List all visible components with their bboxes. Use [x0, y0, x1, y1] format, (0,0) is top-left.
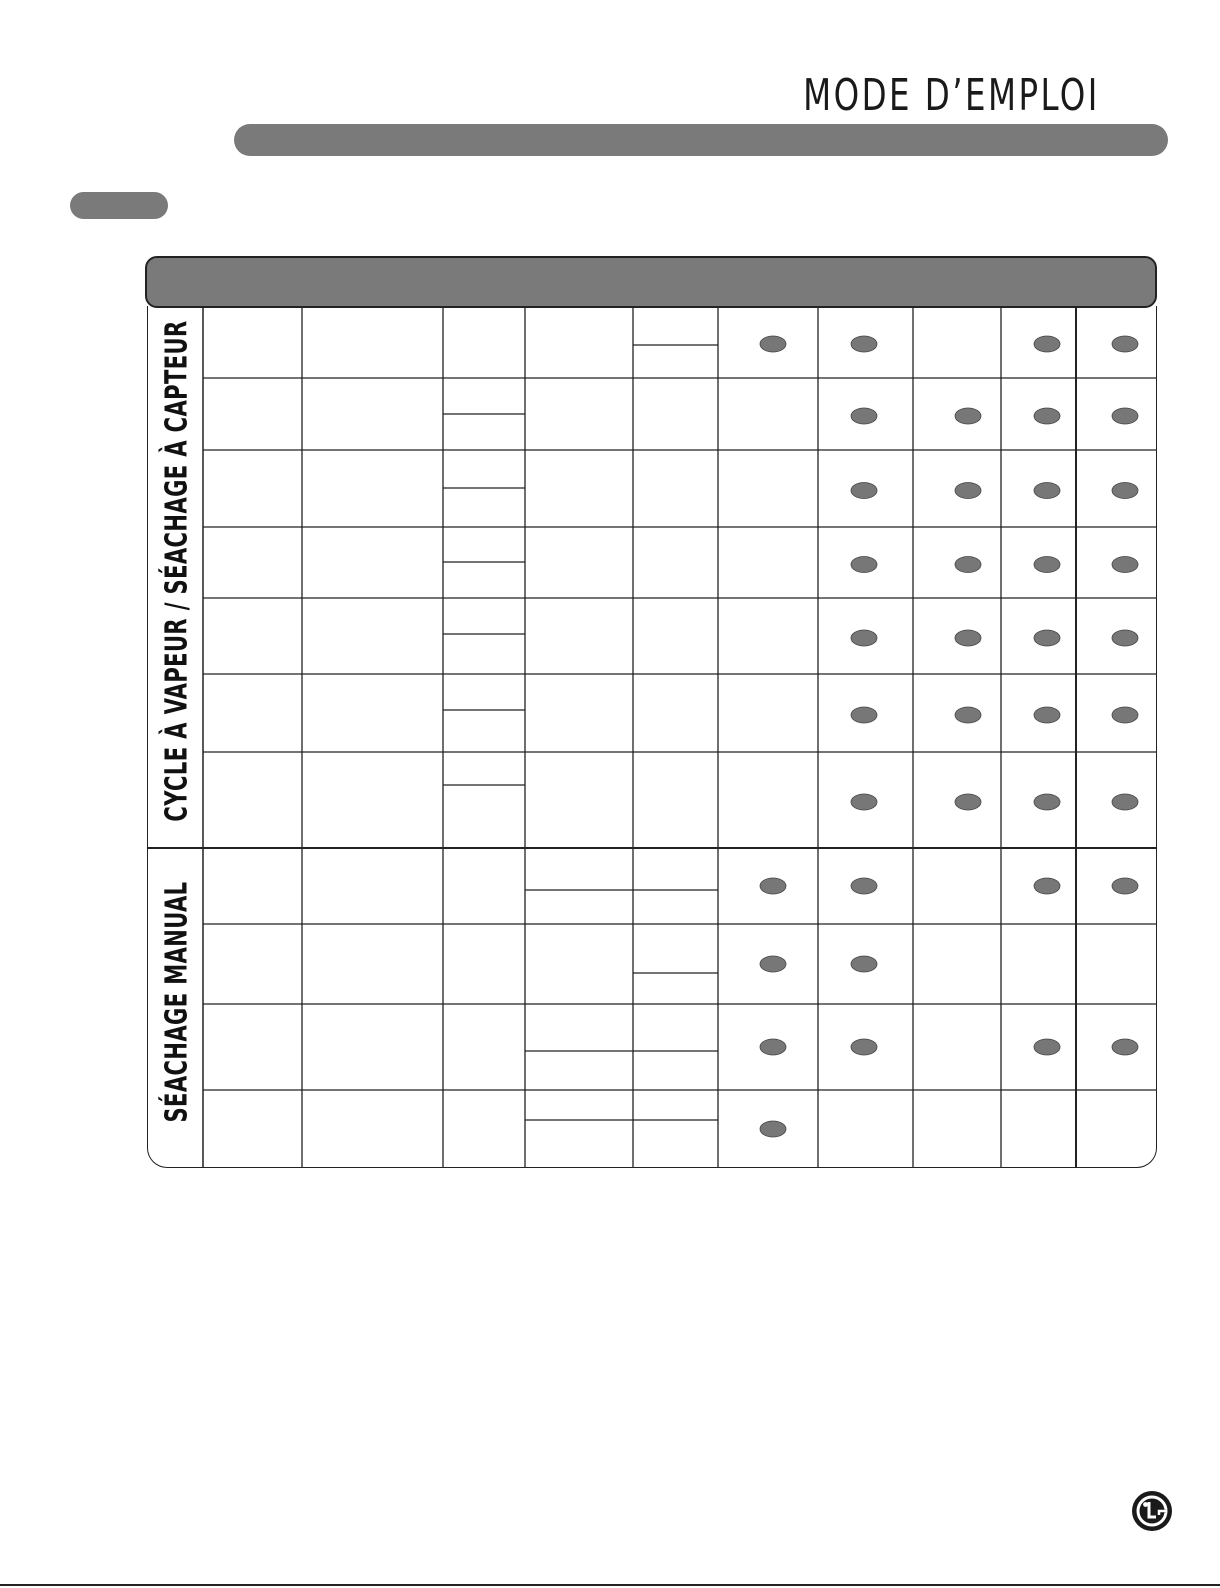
option-dot — [955, 794, 981, 810]
option-dot — [851, 1039, 877, 1055]
option-dot — [851, 794, 877, 810]
option-dot — [1034, 1039, 1060, 1055]
option-dot — [1112, 483, 1138, 499]
option-dot — [851, 956, 877, 972]
option-dot — [1112, 794, 1138, 810]
option-dot — [1112, 707, 1138, 723]
option-dot — [851, 630, 877, 646]
option-dot — [955, 483, 981, 499]
option-dot — [851, 483, 877, 499]
option-dot — [1034, 483, 1060, 499]
option-dot — [1034, 557, 1060, 573]
page-title: MODE D’EMPLOI — [803, 70, 1100, 121]
option-dot — [760, 1039, 786, 1055]
option-dot — [1034, 878, 1060, 894]
option-dot — [955, 707, 981, 723]
option-dot — [851, 336, 877, 352]
option-dot — [760, 878, 786, 894]
option-dot — [851, 408, 877, 424]
option-dot — [1112, 557, 1138, 573]
option-dot — [1112, 408, 1138, 424]
option-dot — [955, 557, 981, 573]
option-dot — [955, 408, 981, 424]
option-dot — [1034, 630, 1060, 646]
option-dot — [851, 878, 877, 894]
section-label-steam-sensor: CYCLE À VAPEUR / SÉACHAGE À CAPTEUR — [159, 320, 195, 822]
option-dot — [1034, 794, 1060, 810]
option-dot — [1112, 1039, 1138, 1055]
section-label-manual-dry: SÉACHAGE MANUAL — [159, 881, 195, 1123]
option-dot — [851, 707, 877, 723]
option-dot — [1112, 336, 1138, 352]
option-dot — [1112, 630, 1138, 646]
option-dot — [760, 956, 786, 972]
option-dot — [1034, 707, 1060, 723]
option-dot — [760, 336, 786, 352]
option-dot — [1034, 336, 1060, 352]
option-dot — [1112, 878, 1138, 894]
option-dot — [760, 1121, 786, 1137]
option-dot — [955, 630, 981, 646]
option-dot — [851, 557, 877, 573]
bottom-rule — [0, 1584, 1220, 1586]
lg-logo-icon — [1131, 1490, 1173, 1532]
option-dot — [1034, 408, 1060, 424]
